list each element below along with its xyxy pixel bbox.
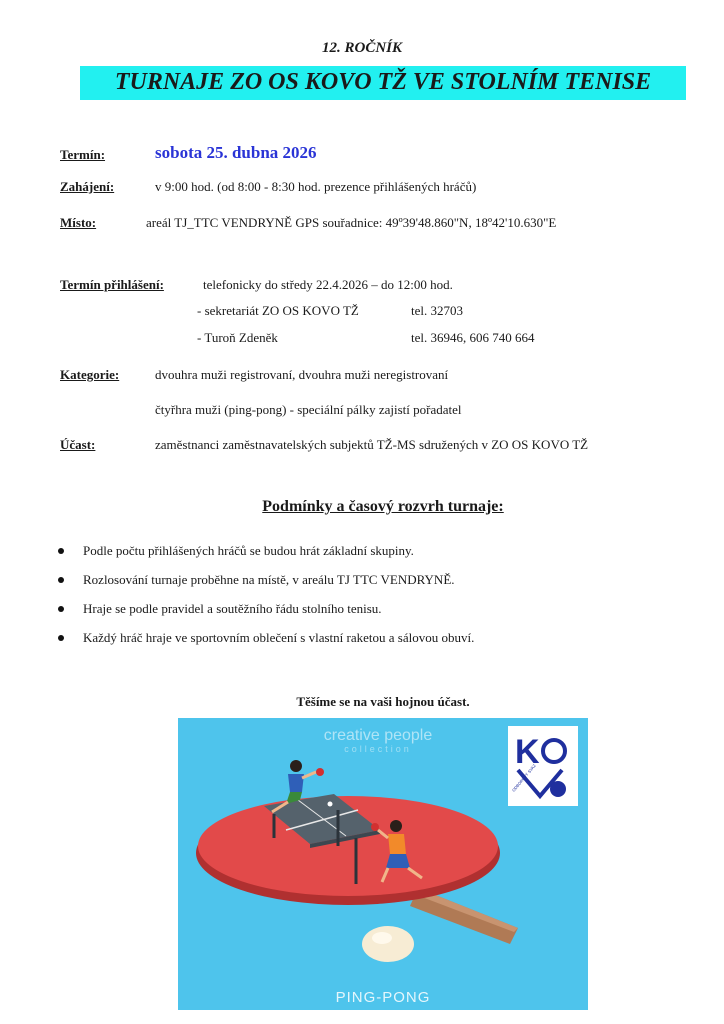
bullet-icon [58,548,64,554]
termin-label: Termín: [60,147,106,162]
large-ball-icon [362,926,414,962]
prihlaseni-contact: - Turoň Zdeněk [197,330,278,345]
prihlaseni-line1: telefonicky do středy 22.4.2026 – do 12:00 hod. [203,277,453,292]
ping-pong-illustration [178,718,588,1010]
zahajeni-value: v 9:00 hod. (od 8:00 - 8:30 hod. prezence přihlášených hráčů) [155,179,477,194]
misto-value: areál TJ_TTC VENDRYNĚ GPS souřadnice: 49º39'48.860"N, 18º42'10.630"E [146,215,557,230]
conditions-list [58,543,474,659]
termin-date: sobota 25. dubna 2026 [155,143,317,162]
ucast-value: zaměstnanci zaměstnavatelských subjektů TŽ-MS sdružených v ZO OS KOVO TŽ [155,437,589,452]
list-item: Podle počtu přihlášených hráčů se budou hrát základní skupiny. [58,543,474,572]
zahajeni-label: Zahájení: [60,179,115,194]
prihlaseni-sekretariat: - sekretariát ZO OS KOVO TŽ [197,303,359,318]
kategorie-line2: čtyřhra muži (ping-pong) - speciální pálky zajistí pořadatel [155,402,462,417]
prihlaseni-label: Termín přihlášení: [60,277,164,292]
kategorie-line1: dvouhra muži registrovaní, dvouhra muži neregistrovaní [155,367,449,382]
list-item: Každý hráč hraje ve sportovním oblečení s vlastní raketou a sálovou obuví. [58,630,474,659]
logo-dot-icon [550,781,566,797]
bullet-icon [58,577,64,583]
ucast-label: Účast: [60,437,96,452]
prihlaseni-contact-tel: tel. 36946, 606 740 664 [411,330,535,345]
ball-icon [328,802,333,807]
page-title: TURNAJE ZO OS KOVO TŽ VE STOLNÍM TENISE [114,69,652,95]
list-item: Rozlosování turnaje proběhne na místě, v areálu TJ TTC VENDRYNĚ. [58,572,474,601]
prihlaseni-sekretariat-tel: tel. 32703 [411,303,463,318]
conditions-heading: Podmínky a časový rozvrh turnaje: [262,498,504,515]
poster-brand-sub: collection [344,744,412,754]
bullet-icon [58,635,64,641]
kovo-logo [508,726,578,806]
misto-label: Místo: [60,215,97,230]
logo-letter-k: K [515,733,540,771]
list-item: Hraje se podle pravidel a soutěžního řádu stolního tenisu. [58,601,474,630]
closing-text: Těšíme se na vaši hojnou účast. [296,694,470,709]
kategorie-label: Kategorie: [60,367,120,382]
poster-brand: creative people [323,727,433,744]
bullet-icon [58,606,64,612]
subtitle: 12. ROČNÍK [321,40,403,56]
logo-small-text: ODBOROVÝ SVAZ [510,763,537,793]
poster-caption: PING-PONG [335,989,431,1006]
